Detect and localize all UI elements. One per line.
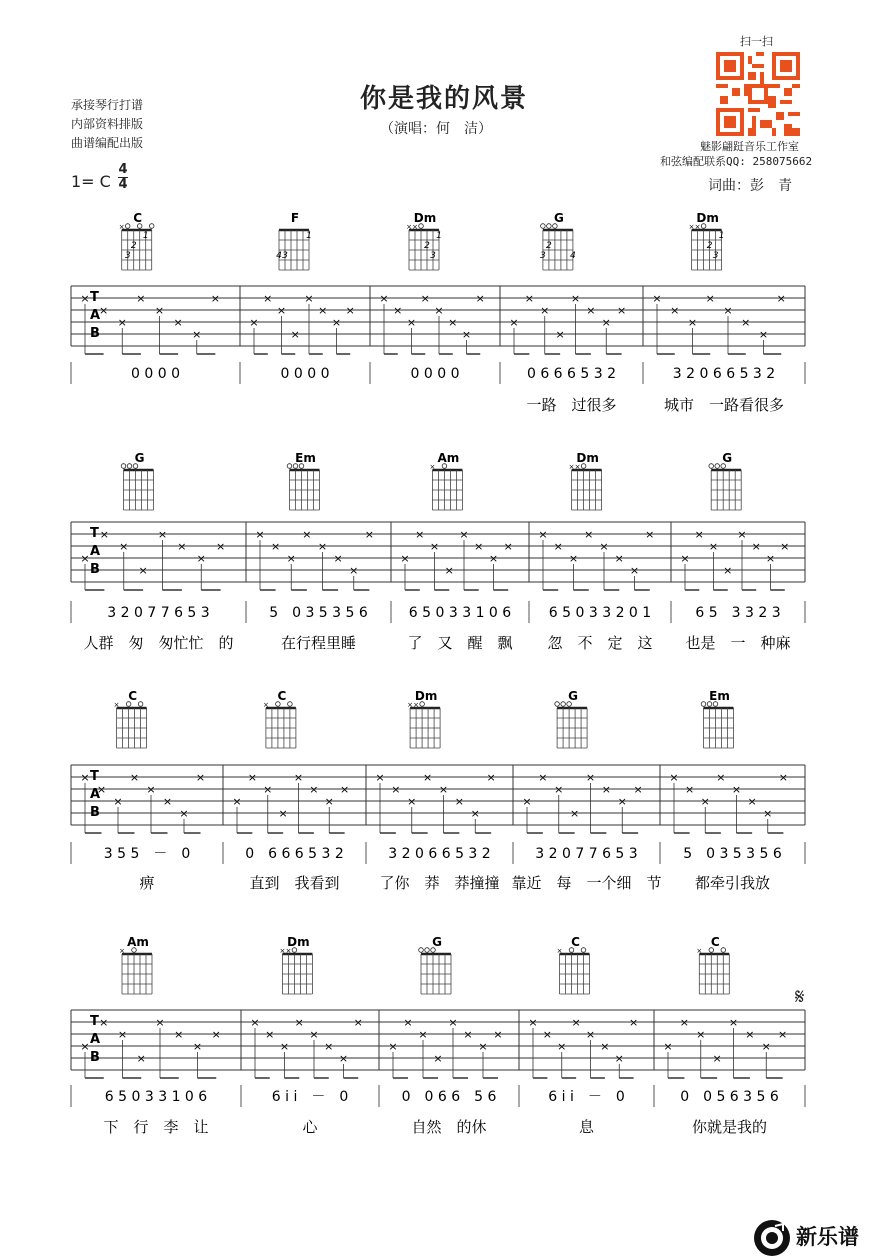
tab-note-x: ×	[716, 771, 726, 784]
tab-note-x: ×	[293, 771, 304, 784]
tab-note-x: ×	[96, 783, 107, 796]
muted-string-marker: ×	[406, 223, 412, 231]
tab-note-x: ×	[670, 304, 680, 317]
muted-string-marker: ×	[118, 223, 125, 231]
tab-note-x: ×	[585, 1028, 596, 1041]
lyric-line: 痹	[139, 874, 155, 892]
info-line: 承接琴行打谱	[71, 98, 144, 112]
numbered-notation: 5 0 3 5 3 5 6	[683, 846, 782, 862]
open-string-marker	[121, 464, 126, 469]
tab-note-x: ×	[379, 292, 389, 305]
lyric-line: 城市 一路看很多	[663, 396, 785, 414]
open-string-marker	[287, 464, 292, 469]
tab-note-x: ×	[555, 328, 565, 341]
numbered-notation: 6 i i － 0	[548, 1089, 625, 1105]
numbered-notation: 6 5 3 3 2 3	[695, 605, 781, 621]
contact-qq: 和弦编配联系QQ: 258075662	[660, 155, 813, 168]
tab-note-x: ×	[503, 540, 513, 553]
muted-string-marker: ×	[568, 463, 575, 471]
tab-note-x: ×	[478, 1040, 488, 1053]
tab-note-x: ×	[80, 1040, 90, 1053]
tab-note-x: ×	[708, 540, 719, 553]
tab-note-x: ×	[155, 1016, 165, 1029]
finger-number: 1	[718, 231, 725, 241]
chord-name: Dm	[696, 211, 719, 225]
tab-note-x: ×	[195, 771, 206, 784]
tab-note-x: ×	[696, 1028, 706, 1041]
tab-note-x: ×	[196, 552, 206, 565]
numbered-notation: 5 0 3 5 3 5 6	[269, 605, 368, 621]
tab-note-x: ×	[391, 783, 401, 796]
tab-note-x: ×	[340, 783, 350, 796]
tab-note-x: ×	[364, 528, 374, 541]
lyric-line: 了你 莽 莽撞撞	[379, 874, 500, 892]
finger-number: 3	[282, 251, 288, 261]
tab-note-x: ×	[463, 1028, 473, 1041]
numbered-notation: 0 6 6 6 5 3 2	[245, 846, 344, 862]
numbered-notation: 3 2 0 6 6 5 3 2	[672, 366, 776, 382]
numbered-notation: 6 5 0 3 3 2 0 1	[548, 605, 652, 621]
lyric-line: 心	[302, 1118, 318, 1136]
chord-name: Dm	[287, 935, 310, 949]
tab-note-x: ×	[486, 771, 496, 784]
tab-note-x: ×	[712, 1052, 722, 1065]
finger-number: 1	[306, 231, 312, 241]
numbered-notation: 0 0 0 0	[280, 366, 330, 382]
tab-note-x: ×	[540, 304, 550, 317]
tab-note-x: ×	[599, 540, 609, 553]
numbered-notation: 6 i i － 0	[271, 1089, 349, 1105]
chord-name: G	[553, 211, 564, 225]
lyric-line: 自然 的休	[411, 1118, 487, 1136]
tab-note-x: ×	[778, 771, 788, 784]
tab-clef-letter: T	[90, 769, 99, 784]
tab-clef-letter: A	[90, 787, 101, 802]
tab-note-x: ×	[211, 1028, 221, 1041]
open-string-marker	[125, 224, 130, 229]
tab-clef-letter: A	[90, 1032, 101, 1047]
tab-note-x: ×	[600, 1040, 610, 1053]
tab-note-x: ×	[279, 1040, 290, 1053]
muted-string-marker: ×	[407, 701, 414, 709]
tab-note-x: ×	[423, 771, 433, 784]
tab-note-x: ×	[420, 292, 430, 305]
logo-text: 新乐谱	[796, 1225, 859, 1249]
muted-string-marker: ×	[285, 947, 292, 955]
chord-name: Dm	[576, 451, 599, 465]
tab-note-x: ×	[393, 304, 403, 317]
muted-string-marker: ×	[262, 701, 269, 709]
finger-number: 3	[430, 251, 436, 261]
tab-note-x: ×	[263, 292, 273, 305]
tab-note-x: ×	[586, 304, 596, 317]
tab-note-x: ×	[663, 1040, 673, 1053]
finger-number: 2	[130, 241, 137, 251]
tab-note-x: ×	[758, 328, 769, 341]
tab-note-x: ×	[318, 304, 328, 317]
tab-note-x: ×	[687, 316, 698, 329]
tab-note-x: ×	[585, 771, 596, 784]
tab-note-x: ×	[780, 540, 790, 553]
tab-note-x: ×	[765, 552, 776, 565]
muted-string-marker: ×	[694, 223, 701, 231]
lyric-line: 在行程里睡	[280, 634, 357, 652]
tab-note-x: ×	[680, 552, 690, 565]
tab-note-x: ×	[403, 1016, 413, 1029]
tab-note-x: ×	[538, 771, 548, 784]
tab-note-x: ×	[415, 528, 425, 541]
tab-note-x: ×	[324, 795, 334, 808]
tab-clef-letter: T	[90, 1014, 99, 1029]
tab-note-x: ×	[407, 795, 417, 808]
tab-note-x: ×	[309, 1028, 319, 1041]
numbered-notation: 6 5 0 3 3 1 0 6	[408, 605, 512, 621]
scan-label: 扫一扫	[740, 35, 773, 48]
numbered-notation: 3 5 5 － 0	[103, 846, 191, 862]
tab-note-x: ×	[304, 292, 314, 305]
numbered-notation: 0 0 0 0	[410, 366, 460, 382]
tab-note-x: ×	[429, 540, 440, 553]
tab-note-x: ×	[488, 552, 499, 565]
tab-note-x: ×	[136, 292, 146, 305]
tab-note-x: ×	[406, 316, 417, 329]
tab-note-x: ×	[99, 528, 109, 541]
tab-note-x: ×	[454, 795, 464, 808]
chord-name: Dm	[413, 211, 437, 225]
tab-note-x: ×	[459, 528, 469, 541]
open-string-marker	[425, 948, 430, 953]
tab-clef-letter: B	[90, 1050, 100, 1065]
composer-credit: 词曲：彭 青	[708, 178, 792, 194]
lyric-line: 也是 一 种麻	[685, 634, 791, 652]
open-string-marker	[555, 702, 560, 707]
muted-string-marker: ×	[113, 701, 120, 709]
tab-note-x: ×	[475, 292, 485, 305]
tab-note-x: ×	[568, 552, 579, 565]
tab-note-x: ×	[570, 807, 580, 820]
tab-note-x: ×	[448, 316, 458, 329]
tab-note-x: ×	[652, 292, 662, 305]
chord-name: Dm	[414, 689, 438, 703]
finger-number: 1	[142, 231, 149, 241]
open-string-marker	[547, 224, 552, 229]
tab-note-x: ×	[192, 1040, 203, 1053]
tab-note-x: ×	[669, 771, 679, 784]
lyric-line: 直到 我看到	[249, 874, 340, 892]
open-string-marker	[541, 224, 546, 229]
finger-number: 2	[546, 241, 552, 251]
tab-note-x: ×	[276, 304, 287, 317]
muted-string-marker: ×	[279, 947, 286, 955]
chord-name: C	[710, 935, 720, 949]
finger-number: 4	[570, 251, 576, 261]
tab-note-x: ×	[705, 292, 715, 305]
tab-note-x: ×	[629, 1016, 639, 1029]
tab-clef-letter: B	[90, 326, 100, 341]
muted-string-marker: ×	[413, 701, 420, 709]
chord-name: Em	[709, 689, 730, 703]
tab-clef-letter: B	[90, 805, 100, 820]
tab-note-x: ×	[179, 807, 189, 820]
chord-name: C	[128, 689, 138, 703]
open-string-marker	[419, 948, 424, 953]
chord-name: Am	[437, 451, 460, 465]
tab-note-x: ×	[570, 292, 581, 305]
tab-note-x: ×	[353, 1016, 363, 1029]
muted-string-marker: ×	[119, 947, 125, 955]
tab-note-x: ×	[728, 1016, 739, 1029]
tab-note-x: ×	[192, 328, 202, 341]
numbered-notation: 3 2 0 7 7 6 5 3	[535, 846, 638, 862]
chord-name: G	[134, 451, 145, 465]
finger-number: 3	[712, 251, 719, 261]
tab-note-x: ×	[584, 528, 594, 541]
chord-name: Em	[295, 451, 316, 465]
time-bottom: 4	[118, 177, 128, 192]
lyric-line: 一路 过很多	[526, 396, 617, 414]
muted-string-marker: ×	[688, 223, 695, 231]
tab-clef-letter: B	[90, 562, 100, 577]
tab-note-x: ×	[302, 528, 312, 541]
key-signature: 1= C	[71, 172, 111, 191]
tab-note-x: ×	[778, 1028, 788, 1041]
muted-string-marker: ×	[556, 947, 563, 955]
chord-name: G	[722, 451, 733, 465]
tab-note-x: ×	[645, 528, 655, 541]
tab-note-x: ×	[249, 316, 259, 329]
tab-note-x: ×	[324, 1040, 334, 1053]
open-string-marker	[138, 702, 143, 707]
tab-note-x: ×	[542, 1028, 552, 1041]
tab-note-x: ×	[99, 304, 109, 317]
tab-note-x: ×	[117, 1028, 128, 1041]
finger-number: 2	[424, 241, 430, 251]
numbered-notation: 6 5 0 3 3 1 0 6	[104, 1089, 208, 1105]
tab-note-x: ×	[129, 771, 140, 784]
finger-number: 3	[124, 251, 131, 261]
chord-name: F	[290, 211, 300, 225]
numbered-notation: 0 0 0 0	[131, 366, 180, 382]
numbered-notation: 3 2 0 6 6 5 3 2	[388, 846, 491, 862]
tab-note-x: ×	[113, 795, 123, 808]
tab-note-x: ×	[338, 1052, 349, 1065]
tab-note-x: ×	[154, 304, 165, 317]
tab-note-x: ×	[557, 1040, 567, 1053]
tab-note-x: ×	[80, 771, 90, 784]
tab-note-x: ×	[553, 540, 563, 553]
tab-note-x: ×	[737, 528, 747, 541]
lyric-line: 忽 不 定 这	[547, 634, 653, 652]
tab-note-x: ×	[333, 552, 343, 565]
tab-note-x: ×	[80, 292, 90, 305]
muted-string-marker: ×	[429, 463, 436, 471]
lyric-line: 都牵引我放	[694, 874, 771, 892]
chord-name: C	[571, 935, 580, 949]
tab-note-x: ×	[679, 1016, 689, 1029]
tab-clef-letter: A	[90, 544, 101, 559]
lyric-line: 你就是我的	[691, 1118, 768, 1136]
singer-credit: （演唱：何 洁）	[380, 121, 492, 137]
tab-clef-letter: T	[90, 290, 99, 305]
tab-note-x: ×	[271, 540, 281, 553]
tab-note-x: ×	[173, 316, 183, 329]
tab-note-x: ×	[751, 540, 761, 553]
numbered-notation: 0 6 6 6 5 3 2	[526, 366, 617, 382]
tab-note-x: ×	[617, 304, 627, 317]
tab-note-x: ×	[741, 316, 751, 329]
tab-note-x: ×	[493, 1028, 503, 1041]
lyric-line: 人群 匆 匆忙忙 的	[83, 634, 234, 652]
tab-note-x: ×	[700, 795, 710, 808]
tab-note-x: ×	[522, 795, 532, 808]
tab-note-x: ×	[629, 564, 640, 577]
tab-note-x: ×	[216, 540, 226, 553]
tab-note-x: ×	[601, 783, 611, 796]
finger-number: 1	[436, 231, 442, 241]
studio-name: 魅影翩跹音乐工作室	[700, 140, 799, 153]
tab-note-x: ×	[309, 783, 319, 796]
tab-clef-letter: A	[90, 308, 101, 323]
tab-note-x: ×	[331, 316, 342, 329]
tab-note-x: ×	[614, 1052, 624, 1065]
tab-note-x: ×	[157, 528, 168, 541]
tab-note-x: ×	[345, 304, 355, 317]
tab-note-x: ×	[747, 795, 757, 808]
song-title: 你是我的风景	[359, 84, 528, 114]
numbered-notation: 0 0 5 6 3 5 6	[680, 1089, 779, 1105]
muted-string-marker: ×	[412, 223, 418, 231]
open-string-marker	[149, 224, 154, 229]
tab-note-x: ×	[294, 1016, 304, 1029]
open-string-marker	[127, 464, 132, 469]
tab-note-x: ×	[99, 1016, 109, 1029]
tab-note-x: ×	[136, 1052, 146, 1065]
chord-name: Am	[127, 935, 149, 949]
tab-note-x: ×	[255, 528, 265, 541]
tab-note-x: ×	[265, 1028, 275, 1041]
muted-string-marker: ×	[696, 947, 703, 955]
chord-name: C	[277, 689, 287, 703]
segno-sign: 𝄋	[795, 985, 805, 1010]
finger-number: 2	[706, 241, 713, 251]
tab-note-x: ×	[745, 1028, 755, 1041]
lyric-line: 靠近 每 一个细 节	[511, 874, 662, 892]
tab-note-x: ×	[723, 564, 733, 577]
chord-name: C	[133, 211, 143, 225]
tab-note-x: ×	[461, 328, 472, 341]
tab-note-x: ×	[554, 783, 564, 796]
info-line: 曲谱编配出版	[71, 136, 144, 150]
lyric-line: 了 又 醒 飘	[407, 634, 513, 652]
tab-note-x: ×	[278, 807, 288, 820]
tab-note-x: ×	[433, 1052, 443, 1065]
chord-name: G	[568, 689, 579, 703]
tab-note-x: ×	[250, 1016, 260, 1029]
tab-clef-letter: T	[90, 526, 99, 541]
tab-note-x: ×	[146, 783, 156, 796]
tab-note-x: ×	[474, 540, 484, 553]
tab-note-x: ×	[400, 552, 410, 565]
open-string-marker	[715, 464, 720, 469]
time-top: 4	[118, 162, 128, 177]
tab-note-x: ×	[614, 552, 624, 565]
finger-number: 4	[276, 251, 282, 261]
tab-note-x: ×	[685, 783, 695, 796]
chord-name: G	[432, 935, 442, 949]
tab-note-x: ×	[290, 328, 300, 341]
tab-note-x: ×	[763, 807, 773, 820]
tab-note-x: ×	[761, 1040, 771, 1053]
tab-note-x: ×	[375, 771, 385, 784]
tab-note-x: ×	[776, 292, 786, 305]
open-string-marker	[709, 464, 714, 469]
tab-note-x: ×	[162, 795, 173, 808]
tab-note-x: ×	[538, 528, 548, 541]
tab-note-x: ×	[80, 552, 90, 565]
tab-note-x: ×	[444, 564, 454, 577]
tab-note-x: ×	[418, 1028, 428, 1041]
tab-note-x: ×	[723, 304, 733, 317]
open-string-marker	[288, 702, 293, 707]
tab-note-x: ×	[731, 783, 742, 796]
tab-note-x: ×	[524, 292, 534, 305]
tab-note-x: ×	[434, 304, 444, 317]
lyric-line: 息	[578, 1118, 595, 1136]
tab-note-x: ×	[601, 316, 611, 329]
tab-note-x: ×	[174, 1028, 184, 1041]
lyric-line: 下 行 李 让	[103, 1118, 209, 1136]
open-string-marker	[721, 948, 726, 953]
tab-note-x: ×	[633, 783, 643, 796]
tab-note-x: ×	[448, 1016, 458, 1029]
tab-note-x: ×	[571, 1016, 581, 1029]
numbered-notation: 3 2 0 7 7 6 5 3	[107, 605, 210, 621]
logo-icon	[752, 1218, 792, 1258]
tab-note-x: ×	[177, 540, 187, 553]
tab-note-x: ×	[470, 807, 480, 820]
tab-note-x: ×	[349, 564, 359, 577]
tab-note-x: ×	[528, 1016, 538, 1029]
tab-note-x: ×	[117, 316, 127, 329]
tab-note-x: ×	[694, 528, 704, 541]
tab-note-x: ×	[232, 795, 242, 808]
tab-note-x: ×	[119, 540, 129, 553]
tab-note-x: ×	[247, 771, 257, 784]
numbered-notation: 0 0 6 6 5 6	[401, 1089, 497, 1105]
tab-note-x: ×	[438, 783, 449, 796]
tab-note-x: ×	[509, 316, 519, 329]
tab-note-x: ×	[317, 540, 328, 553]
finger-number: 3	[540, 251, 546, 261]
info-line: 内部资料排版	[71, 117, 144, 131]
tab-note-x: ×	[210, 292, 220, 305]
tab-note-x: ×	[286, 552, 296, 565]
open-string-marker	[701, 702, 706, 707]
tab-note-x: ×	[138, 564, 148, 577]
open-string-marker	[561, 702, 566, 707]
tab-note-x: ×	[617, 795, 627, 808]
tab-note-x: ×	[388, 1040, 398, 1053]
muted-string-marker: ×	[574, 463, 581, 471]
tab-note-x: ×	[263, 783, 273, 796]
open-string-marker	[581, 948, 586, 953]
